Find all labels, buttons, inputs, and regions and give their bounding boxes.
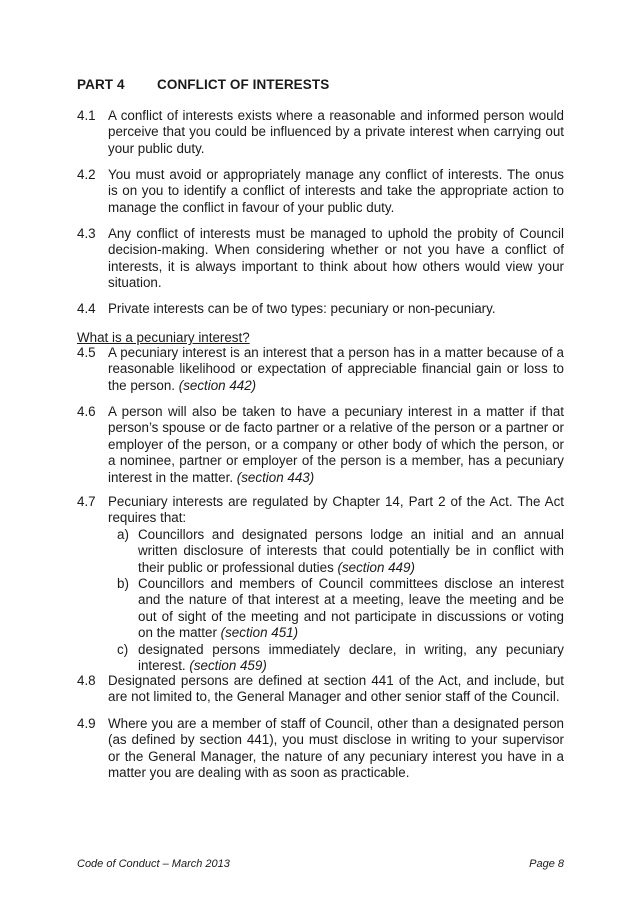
paragraph-text: A conflict of interests exists where a reasonable and informed person would perceive that you could be influenced by a private interest when carrying out your public duty. bbox=[108, 108, 564, 156]
list-letter: a) bbox=[117, 526, 129, 542]
paragraph-4-8 bbox=[77, 673, 564, 706]
list-text-block bbox=[138, 527, 564, 576]
list-text-block bbox=[138, 576, 564, 642]
paragraph-number: 4.6 bbox=[77, 404, 96, 419]
paragraph-number: 4.7 bbox=[77, 494, 96, 509]
paragraph-4-2 bbox=[77, 167, 564, 216]
list-text-block bbox=[138, 642, 564, 675]
list-item-b bbox=[117, 576, 564, 642]
list-item-a bbox=[117, 526, 564, 576]
paragraph-number: 4.8 bbox=[77, 673, 96, 688]
paragraph-text-block bbox=[108, 345, 564, 394]
paragraph-4-1 bbox=[77, 108, 564, 157]
paragraph-4-7 bbox=[77, 494, 564, 674]
paragraph-text: Pecuniary interests are regulated by Chapter 14, Part 2 of the Act. The Act requires that: bbox=[108, 494, 564, 526]
paragraph-4-3 bbox=[77, 226, 564, 292]
section-reference: (section 443) bbox=[236, 469, 315, 485]
paragraph-text: A person will also be taken to have a pecuniary interest in a matter if that person’s spouse or de facto partner or a relative of the person or a partner or employer of the person, or a company or other body of which the person, or a nominee, partner or employer of the person is a member, has a pecuniary interest in the matter. bbox=[108, 404, 564, 485]
list-letter: b) bbox=[117, 576, 129, 592]
section-reference: (section 459) bbox=[189, 658, 267, 674]
subheading-pecuniary-interest: What is a pecuniary interest? bbox=[77, 330, 250, 345]
paragraph-4-9 bbox=[77, 716, 564, 782]
paragraph-number: 4.5 bbox=[77, 345, 96, 360]
list-text: Councillors and designated persons lodge an initial and an annual written disclosure of interests that could potentially be in conflict with their public or professional duties bbox=[138, 526, 564, 575]
paragraph-text: You must avoid or appropriately manage any conflict of interests. The onus is on you to identify a conflict of interests and take the appropriate action to manage the conflict in favour of your public duty. bbox=[108, 167, 564, 215]
paragraph-text: Where you are a member of staff of Council, other than a designated person (as defined by section 441), you must disclose in writing to your supervisor or the General Manager, the nature of any pecuniary interest you have in a matter you are dealing with as soon as practicable. bbox=[108, 716, 564, 781]
paragraph-text-block bbox=[108, 404, 564, 486]
paragraph-4-5 bbox=[77, 345, 564, 394]
footer-page-number: Page 8 bbox=[529, 858, 564, 870]
paragraph-4-4 bbox=[77, 301, 564, 317]
list-letter: c) bbox=[117, 641, 129, 657]
section-reference: (section 449) bbox=[337, 559, 415, 575]
paragraph-4-6 bbox=[77, 404, 564, 486]
paragraph-text: Private interests can be of two types: pecuniary or non-pecuniary. bbox=[108, 301, 496, 316]
paragraph-text: Any conflict of interests must be managed to uphold the probity of Council decision-making. When considering whether or not you have a conflict of interests, it is always important to think about how others would view your situation. bbox=[108, 226, 564, 291]
section-heading bbox=[77, 77, 329, 92]
paragraph-number: 4.9 bbox=[77, 716, 96, 731]
section-reference: (section 451) bbox=[220, 625, 299, 641]
paragraph-text: Designated persons are defined at section 441 of the Act, and include, but are not limited to, the General Manager and other senior staff of the Council. bbox=[108, 673, 564, 705]
paragraph-number: 4.2 bbox=[77, 167, 96, 182]
section-reference: (section 442) bbox=[178, 377, 257, 393]
list-text: Councillors and members of Council committees disclose an interest and the nature of that interest at a meeting, leave the meeting and be out of sight of the meeting and not participate in discussions or voting on the matter bbox=[138, 576, 564, 641]
paragraph-text: A pecuniary interest is an interest that a person has in a matter because of a reasonable likelihood or expectation of appreciable financial gain or loss to the person. bbox=[108, 345, 564, 393]
paragraph-number: 4.3 bbox=[77, 226, 96, 241]
list-text: designated persons immediately declare, in writing, any pecuniary interest. bbox=[138, 641, 564, 674]
part-number: PART 4 bbox=[77, 77, 125, 92]
list-item-c bbox=[117, 641, 564, 675]
paragraph-number: 4.4 bbox=[77, 301, 96, 316]
footer-document-title: Code of Conduct – March 2013 bbox=[77, 858, 230, 870]
paragraph-number: 4.1 bbox=[77, 108, 96, 123]
part-title: CONFLICT OF INTERESTS bbox=[157, 77, 330, 92]
